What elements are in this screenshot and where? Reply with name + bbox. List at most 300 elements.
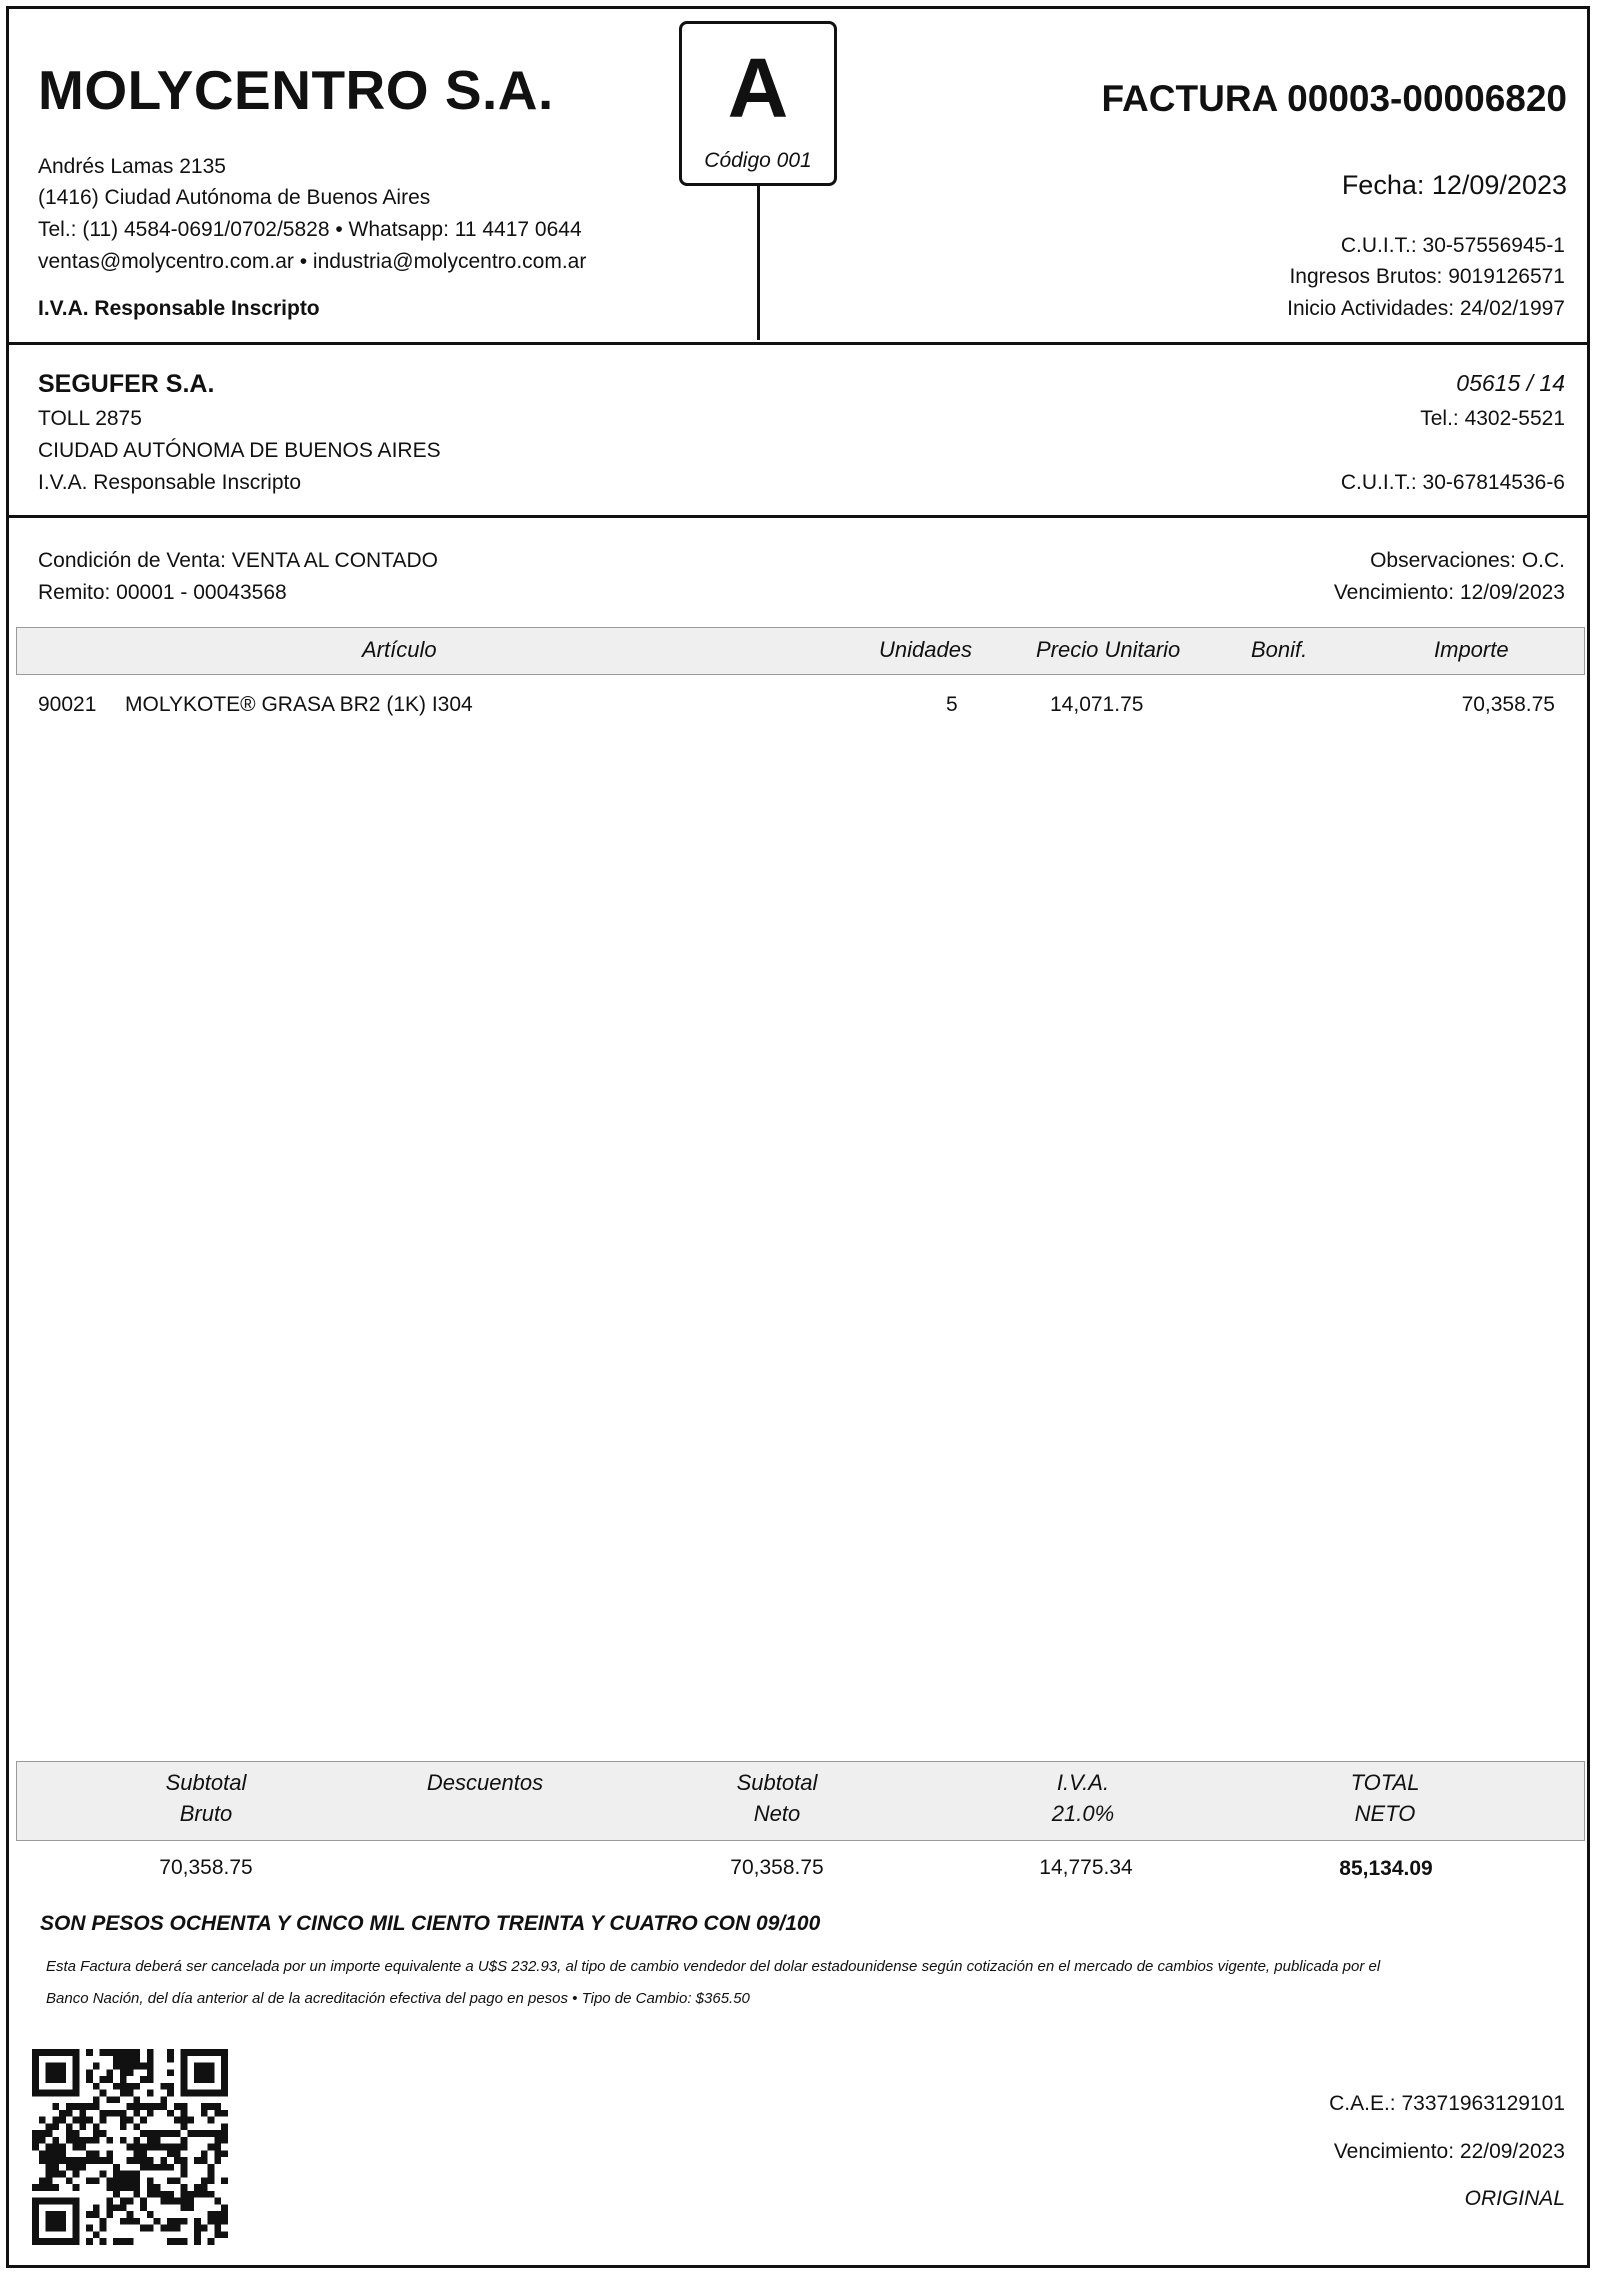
qr-module <box>32 2130 39 2137</box>
qr-module <box>194 2069 201 2076</box>
qr-module <box>106 2069 113 2076</box>
qr-module <box>46 2218 53 2225</box>
qr-module <box>127 2238 134 2245</box>
qr-module <box>133 2096 140 2103</box>
qr-module <box>113 2238 120 2245</box>
qr-module <box>201 2150 208 2157</box>
qr-module <box>73 2137 80 2144</box>
qr-module <box>73 2204 80 2211</box>
qr-module <box>140 2076 147 2083</box>
qr-module <box>79 2157 86 2164</box>
qr-module <box>140 2198 147 2205</box>
column-header-amount: Importe <box>1434 637 1509 662</box>
qr-module <box>32 2063 39 2070</box>
qr-module <box>147 2191 154 2198</box>
qr-module <box>79 2103 86 2110</box>
seller-name: MOLYCENTRO S.A. <box>38 59 554 121</box>
qr-module <box>59 2049 66 2056</box>
qr-module <box>181 2083 188 2090</box>
qr-module <box>39 2198 46 2205</box>
qr-module <box>39 2130 46 2137</box>
qr-module <box>167 2056 174 2063</box>
totals-header-iva-1: I.V.A. <box>1056 1770 1110 1795</box>
qr-module <box>113 2184 120 2191</box>
item-unit-price: 14,071.75 <box>1050 693 1144 716</box>
qr-module <box>86 2076 93 2083</box>
qr-module <box>73 2069 80 2076</box>
qr-module <box>39 2150 46 2157</box>
qr-module <box>120 2204 127 2211</box>
seller-start-date: Inicio Actividades: 24/02/1997 <box>1287 297 1565 320</box>
qr-module <box>106 2096 113 2103</box>
qr-module <box>93 2063 100 2070</box>
totals-header-discounts: Descuentos <box>426 1770 544 1795</box>
qr-module <box>147 2110 154 2117</box>
qr-module <box>133 2103 140 2110</box>
qr-module <box>174 2130 181 2137</box>
qr-module <box>52 2171 59 2178</box>
qr-module <box>66 2123 73 2130</box>
qr-module <box>221 2049 228 2056</box>
qr-module <box>66 2103 73 2110</box>
qr-module <box>201 2191 208 2198</box>
qr-module <box>160 2191 167 2198</box>
qr-module <box>147 2090 154 2097</box>
qr-module <box>113 2204 120 2211</box>
qr-module <box>120 2056 127 2063</box>
qr-module <box>127 2069 134 2076</box>
qr-module <box>174 2218 181 2225</box>
qr-module <box>120 2076 127 2083</box>
qr-module <box>221 2137 228 2144</box>
qr-module <box>133 2184 140 2191</box>
qr-module <box>73 2218 80 2225</box>
qr-module <box>46 2184 53 2191</box>
qr-module <box>167 2049 174 2056</box>
qr-module <box>214 2090 221 2097</box>
qr-module <box>127 2171 134 2178</box>
items-header <box>16 627 1585 675</box>
qr-module <box>32 2211 39 2218</box>
copy-label: ORIGINAL <box>1464 2187 1565 2210</box>
qr-module <box>140 2157 147 2164</box>
remito-number: Remito: 00001 - 00043568 <box>38 581 287 604</box>
qr-module <box>181 2164 188 2171</box>
qr-module <box>100 2117 107 2124</box>
qr-module <box>181 2049 188 2056</box>
qr-module <box>93 2130 100 2137</box>
qr-module <box>46 2238 53 2245</box>
qr-module <box>46 2049 53 2056</box>
qr-module <box>167 2225 174 2232</box>
qr-module <box>127 2144 134 2151</box>
qr-module <box>147 2049 154 2056</box>
qr-module <box>52 2144 59 2151</box>
qr-module <box>52 2225 59 2232</box>
qr-module <box>106 2049 113 2056</box>
qr-module <box>194 2076 201 2083</box>
qr-module <box>66 2164 73 2171</box>
invoice-date: Fecha: 12/09/2023 <box>1341 170 1567 200</box>
qr-module <box>66 2238 73 2245</box>
qr-module <box>113 2063 120 2070</box>
qr-module <box>221 2130 228 2137</box>
client-city: CIUDAD AUTÓNOMA DE BUENOS AIRES <box>38 439 441 462</box>
client-iva-condition: I.V.A. Responsable Inscripto <box>38 471 302 494</box>
qr-module <box>86 2225 93 2232</box>
qr-module <box>59 2117 66 2124</box>
qr-module <box>214 2198 221 2205</box>
qr-module <box>120 2049 127 2056</box>
total-gross: 70,358.75 <box>159 1856 253 1879</box>
qr-module <box>73 2063 80 2070</box>
qr-module <box>208 2103 215 2110</box>
column-header-discount: Bonif. <box>1251 637 1308 662</box>
qr-module <box>127 2117 134 2124</box>
qr-module <box>113 2083 120 2090</box>
qr-module <box>174 2157 181 2164</box>
qr-module <box>208 2069 215 2076</box>
qr-module <box>93 2150 100 2157</box>
qr-module <box>73 2130 80 2137</box>
qr-module <box>106 2198 113 2205</box>
qr-module <box>73 2231 80 2238</box>
qr-module <box>59 2157 66 2164</box>
client-name: SEGUFER S.A. <box>38 370 215 398</box>
qr-module <box>140 2144 147 2151</box>
qr-module <box>52 2137 59 2144</box>
qr-module <box>86 2238 93 2245</box>
qr-module <box>59 2069 66 2076</box>
qr-module <box>194 2218 201 2225</box>
qr-module <box>147 2225 154 2232</box>
qr-module <box>181 2157 188 2164</box>
total-iva: 14,775.34 <box>1039 1856 1133 1879</box>
qr-module <box>32 2090 39 2097</box>
qr-module <box>208 2144 215 2151</box>
qr-module <box>32 2076 39 2083</box>
qr-module <box>32 2238 39 2245</box>
divider <box>6 342 1590 345</box>
qr-module <box>106 2184 113 2191</box>
qr-module <box>174 2103 181 2110</box>
qr-module <box>160 2130 167 2137</box>
qr-module <box>59 2110 66 2117</box>
qr-module <box>140 2150 147 2157</box>
qr-module <box>221 2231 228 2238</box>
qr-module <box>133 2123 140 2130</box>
qr-module <box>133 2049 140 2056</box>
qr-module <box>52 2184 59 2191</box>
qr-module <box>221 2211 228 2218</box>
totals-header-gross-2: Bruto <box>179 1801 233 1826</box>
qr-module <box>127 2198 134 2205</box>
qr-module <box>127 2056 134 2063</box>
qr-module <box>147 2164 154 2171</box>
amount-in-words: SON PESOS OCHENTA Y CINCO MIL CIENTO TREINTA Y CUATRO CON 09/100 <box>40 1912 821 1935</box>
qr-module <box>120 2123 127 2130</box>
qr-module <box>160 2164 167 2171</box>
qr-module <box>133 2137 140 2144</box>
qr-module <box>208 2130 215 2137</box>
qr-module <box>221 2218 228 2225</box>
exchange-note-line-1: Esta Factura deberá ser cancelada por un importe equivalente a U$S 232.93, al tipo de cambio vendedor del dolar estadounidense según cotización en el mercado de cambios vigente, publicada por el <box>46 1958 1381 1975</box>
qr-module <box>140 2063 147 2070</box>
qr-module <box>174 2198 181 2205</box>
qr-module <box>73 2198 80 2205</box>
qr-module <box>73 2238 80 2245</box>
qr-module <box>187 2049 194 2056</box>
qr-module <box>93 2157 100 2164</box>
qr-module <box>73 2083 80 2090</box>
qr-module <box>39 2184 46 2191</box>
qr-module <box>221 2110 228 2117</box>
qr-module <box>59 2144 66 2151</box>
qr-module <box>160 2225 167 2232</box>
qr-module <box>208 2218 215 2225</box>
qr-module <box>39 2137 46 2144</box>
qr-module <box>46 2171 53 2178</box>
qr-module <box>187 2198 194 2205</box>
qr-module <box>59 2063 66 2070</box>
qr-module <box>194 2191 201 2198</box>
qr-module <box>39 2090 46 2097</box>
qr-module <box>194 2049 201 2056</box>
qr-module <box>221 2123 228 2130</box>
qr-module <box>133 2056 140 2063</box>
qr-module <box>181 2090 188 2097</box>
qr-module <box>187 2117 194 2124</box>
qr-module <box>127 2103 134 2110</box>
qr-module <box>120 2184 127 2191</box>
qr-module <box>133 2083 140 2090</box>
qr-module <box>187 2191 194 2198</box>
qr-module <box>39 2238 46 2245</box>
qr-module <box>181 2238 188 2245</box>
qr-module <box>66 2157 73 2164</box>
qr-module <box>46 2090 53 2097</box>
qr-module <box>133 2150 140 2157</box>
qr-module <box>208 2191 215 2198</box>
totals-header-total-2: NETO <box>1354 1801 1416 1826</box>
totals-header-gross-1: Subtotal <box>165 1770 247 1795</box>
qr-module <box>32 2184 39 2191</box>
qr-module <box>106 2150 113 2157</box>
qr-module <box>86 2150 93 2157</box>
qr-module <box>201 2157 208 2164</box>
qr-module <box>221 2150 228 2157</box>
qr-module <box>208 2177 215 2184</box>
qr-module <box>52 2076 59 2083</box>
qr-module <box>86 2211 93 2218</box>
seller-cuit: C.U.I.T.: 30-57556945-1 <box>1340 234 1565 257</box>
qr-module <box>208 2164 215 2171</box>
qr-module <box>201 2110 208 2117</box>
qr-module <box>120 2117 127 2124</box>
qr-module <box>181 2198 188 2205</box>
qr-module <box>201 2225 208 2232</box>
qr-module <box>73 2211 80 2218</box>
qr-module <box>120 2063 127 2070</box>
qr-module <box>147 2157 154 2164</box>
qr-module <box>147 2184 154 2191</box>
qr-module <box>73 2171 80 2178</box>
qr-module <box>32 2056 39 2063</box>
item-code: 90021 <box>38 693 97 716</box>
qr-module <box>127 2177 134 2184</box>
qr-module <box>52 2090 59 2097</box>
qr-module <box>59 2150 66 2157</box>
qr-module <box>73 2076 80 2083</box>
qr-module <box>93 2137 100 2144</box>
qr-module <box>46 2069 53 2076</box>
qr-module <box>154 2184 161 2191</box>
qr-module <box>140 2204 147 2211</box>
qr-module <box>201 2069 208 2076</box>
qr-module <box>214 2110 221 2117</box>
cae-due-date: Vencimiento: 22/09/2023 <box>1333 2140 1565 2163</box>
qr-module <box>66 2198 73 2205</box>
qr-module <box>208 2090 215 2097</box>
qr-module <box>100 2171 107 2178</box>
qr-module <box>194 2090 201 2097</box>
qr-module <box>201 2076 208 2083</box>
qr-module <box>214 2137 221 2144</box>
qr-module <box>154 2164 161 2171</box>
qr-module <box>174 2238 181 2245</box>
qr-module <box>174 2117 181 2124</box>
qr-module <box>46 2177 53 2184</box>
qr-module <box>187 2130 194 2137</box>
invoice-type-box <box>679 21 837 186</box>
qr-module <box>39 2157 46 2164</box>
qr-module <box>167 2130 174 2137</box>
qr-module <box>93 2231 100 2238</box>
qr-module <box>52 2150 59 2157</box>
qr-module <box>147 2063 154 2070</box>
client-address: TOLL 2875 <box>38 407 142 430</box>
qr-module <box>106 2076 113 2083</box>
qr-module <box>160 2096 167 2103</box>
type-box-divider <box>757 186 760 340</box>
qr-module <box>127 2063 134 2070</box>
column-header-unit-price: Precio Unitario <box>1036 637 1181 662</box>
qr-module <box>52 2164 59 2171</box>
qr-module <box>52 2049 59 2056</box>
qr-module <box>93 2204 100 2211</box>
qr-module <box>59 2225 66 2232</box>
qr-module <box>113 2049 120 2056</box>
qr-module <box>59 2218 66 2225</box>
qr-module <box>39 2117 46 2124</box>
qr-module <box>181 2103 188 2110</box>
qr-module <box>167 2177 174 2184</box>
qr-module <box>32 2144 39 2151</box>
qr-module <box>73 2056 80 2063</box>
qr-module <box>127 2211 134 2218</box>
qr-module <box>214 2211 221 2218</box>
qr-module <box>73 2117 80 2124</box>
client-phone: Tel.: 4302-5521 <box>1420 407 1565 430</box>
qr-module <box>181 2218 188 2225</box>
seller-iva-condition: I.V.A. Responsable Inscripto <box>38 297 320 320</box>
qr-module <box>73 2184 80 2191</box>
qr-module <box>167 2069 174 2076</box>
totals-header-total-1: TOTAL <box>1350 1770 1420 1795</box>
item-description: MOLYKOTE® GRASA BR2 (1K) I304 <box>125 693 473 716</box>
qr-module <box>214 2225 221 2232</box>
qr-module <box>221 2090 228 2097</box>
qr-module <box>32 2083 39 2090</box>
qr-module <box>181 2137 188 2144</box>
qr-module <box>221 2076 228 2083</box>
qr-module <box>214 2144 221 2151</box>
qr-module <box>32 2198 39 2205</box>
qr-module <box>106 2110 113 2117</box>
qr-module <box>167 2238 174 2245</box>
seller-emails: ventas@molycentro.com.ar • industria@molycentro.com.ar <box>38 250 587 273</box>
qr-module <box>113 2096 120 2103</box>
qr-module <box>39 2177 46 2184</box>
qr-module <box>113 2110 120 2117</box>
qr-module <box>106 2204 113 2211</box>
qr-module <box>147 2069 154 2076</box>
qr-module <box>127 2157 134 2164</box>
qr-module <box>181 2191 188 2198</box>
qr-module <box>133 2110 140 2117</box>
qr-module <box>66 2110 73 2117</box>
qr-module <box>39 2049 46 2056</box>
qr-module <box>52 2157 59 2164</box>
exchange-note-line-2: Banco Nación, del día anterior al de la acreditación efectiva del pago en pesos • Tipo de Cambio: $365.50 <box>46 1990 750 2007</box>
seller-phones: Tel.: (11) 4584-0691/0702/5828 • Whatsapp: 11 4417 0644 <box>38 218 582 241</box>
qr-module <box>86 2069 93 2076</box>
qr-module <box>59 2076 66 2083</box>
qr-module <box>147 2130 154 2137</box>
qr-module <box>86 2137 93 2144</box>
qr-module <box>120 2090 127 2097</box>
client-cuit: C.U.I.T.: 30-67814536-6 <box>1340 471 1565 494</box>
qr-module <box>73 2144 80 2151</box>
total-net: 70,358.75 <box>730 1856 824 1879</box>
qr-module <box>221 2063 228 2070</box>
qr-module <box>32 2218 39 2225</box>
qr-module <box>214 2231 221 2238</box>
qr-module <box>79 2110 86 2117</box>
qr-module <box>133 2063 140 2070</box>
qr-module <box>73 2103 80 2110</box>
qr-module <box>208 2211 215 2218</box>
qr-module <box>79 2123 86 2130</box>
qr-module <box>100 2049 107 2056</box>
qr-module <box>201 2103 208 2110</box>
qr-module <box>86 2049 93 2056</box>
qr-module <box>32 2231 39 2238</box>
qr-module <box>201 2184 208 2191</box>
qr-module <box>181 2063 188 2070</box>
qr-module <box>214 2218 221 2225</box>
total-amount: 85,134.09 <box>1339 1857 1433 1880</box>
qr-module <box>174 2225 181 2232</box>
qr-module <box>66 2130 73 2137</box>
qr-module <box>52 2069 59 2076</box>
qr-module <box>113 2164 120 2171</box>
qr-module <box>181 2123 188 2130</box>
invoice-letter: A <box>727 41 789 135</box>
qr-module <box>174 2150 181 2157</box>
qr-module <box>140 2164 147 2171</box>
qr-module <box>79 2137 86 2144</box>
